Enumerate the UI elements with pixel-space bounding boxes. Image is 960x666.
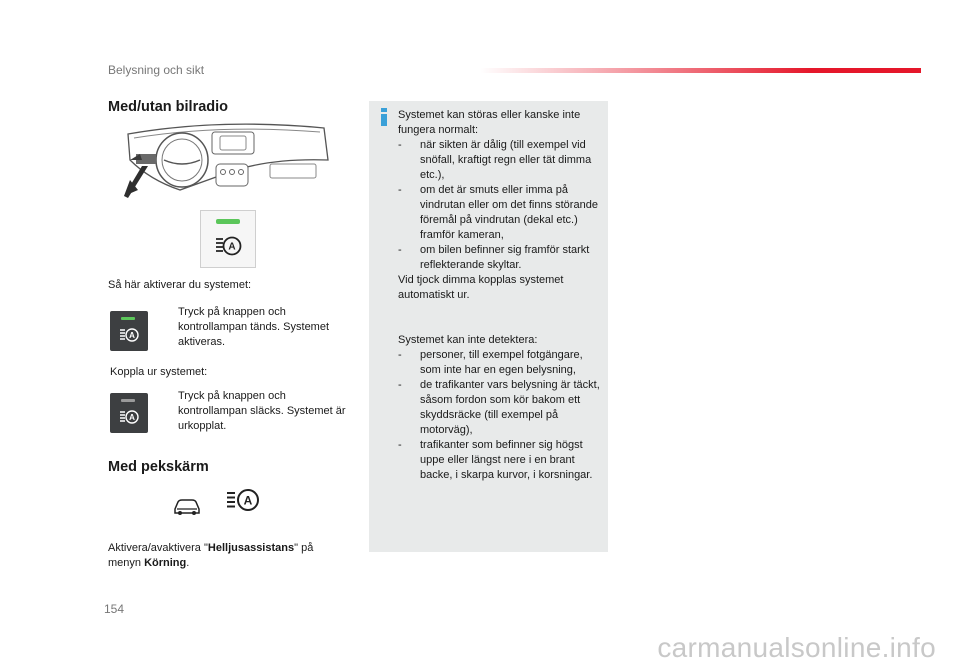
menu-item-name: Helljusassistans [207,542,295,554]
button-off-illustration [110,393,148,433]
touchscreen-instruction: Aktivera/avaktivera "Helljusassistans" på menyn Körning. [108,542,314,569]
lamp-off [121,399,135,402]
info-icon [379,108,389,126]
info-detect-item: - personer, till exempel fotgängare, som inte har en egen belysning, [398,349,583,376]
activate-label: Så här aktiverar du systemet: [108,279,252,291]
button-on-illustration [110,311,148,351]
step-activate: Tryck på knappen och kontrollampan tänds. Systemet aktiveras. [162,305,347,350]
chapter-title: Belysning och sikt [108,63,205,77]
menu-name: Körning [144,557,187,569]
lamp-on [121,317,135,320]
car-icon [172,497,202,517]
info-text [398,108,604,483]
section-title-radio: Med/utan bilradio [108,99,229,115]
info-detect-item: - de trafikanter vars belysning är täckt, såsom fordon som kör bakom ett skyddsräcke (till exempel på motorväg), [398,379,600,436]
auto-high-beam-icon [215,235,243,257]
svg-text:A: A [243,493,253,508]
info-item: - om det är smuts eller imma på vindrutan eller om det finns störande föremål på vindrutan (dekal etc.) framför kameran, [398,184,598,241]
watermark: carmanualsonline.info [657,632,936,663]
info-intro: Systemet kan störas eller kanske inte fungera normalt: [398,109,581,136]
info-detect-item: - trafikanter som befinner sig högst uppe eller längst nere i en brant backe, i skarpa kurvor, i korsningar. [398,439,593,481]
info-item: - om bilen befinner sig framför starkt reflekterande skyltar. [398,244,590,271]
page-number: 154 [104,602,125,616]
header-accent-bar [480,68,921,73]
indicator-lamp-on [216,219,240,224]
section-title-touchscreen: Med pekskärm [108,459,209,475]
step-deactivate: Tryck på knappen och kontrollampan släcks. Systemet är urkopplat. [162,389,347,434]
switch-panel-illustration [200,210,256,268]
dashboard-illustration [120,120,332,200]
auto-high-beam-icon [119,409,139,425]
info-detect-intro: Systemet kan inte detektera: [398,334,538,346]
auto-high-beam-icon [226,488,260,512]
auto-high-beam-icon [119,327,139,343]
svg-text:A: A [228,241,236,253]
step-bullet-icon [162,305,178,350]
step-bullet-icon [162,389,178,434]
svg-text:A: A [129,330,135,340]
info-fog-note: Vid tjock dimma kopplas systemet automatiskt ur. [398,274,564,301]
info-item: - när sikten är dålig (till exempel vid snöfall, kraftigt regn eller tät dimma etc.), [398,139,592,181]
deactivate-label: Koppla ur systemet: [110,366,208,378]
svg-text:A: A [129,412,135,422]
